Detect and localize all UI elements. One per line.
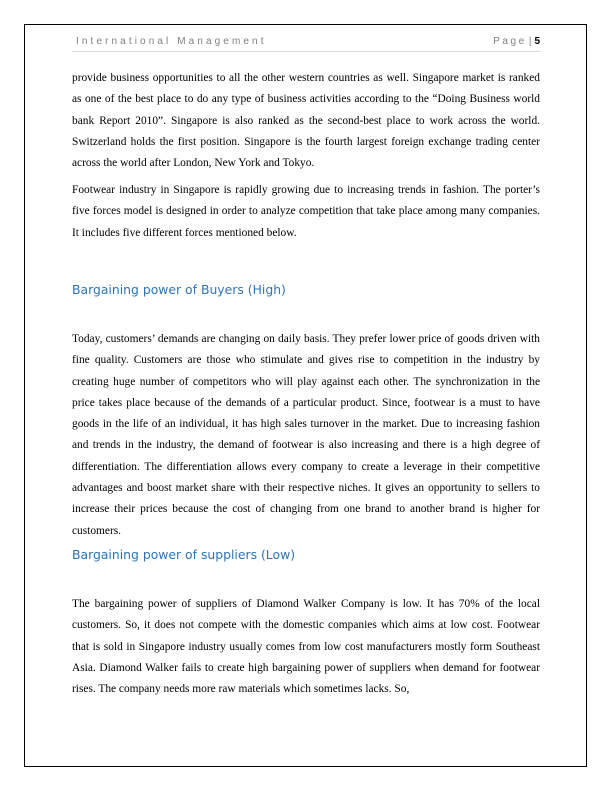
paragraph-buyers-power: Today, customers’ demands are changing on daily basis. They prefer lower price of goods driven with fine quality. Customers are those who stimulate and gives rise to competition in the industry by creating huge number of competitors who will play against each other. The synchronization in the price takes place because of the demands of a particular product. Since, footwear is a must to have goods in the life of an individual, it has high sales turnover in the market. Due to increasing fashion and trends in the industry, the demand of footwear is also increasing and there is a high degree of differentiation. The differentiation allows every company to create a leverage in their competitive advantages and boost market share with their respective niches. It gives an opportunity to sellers to increase their prices because the cost of changing from one brand to another brand is higher for customers. xyxy=(72,333,540,537)
page-number: 5 xyxy=(534,36,540,47)
heading-suppliers-power: Bargaining power of suppliers (Low) xyxy=(72,547,296,562)
header-page-number xyxy=(493,36,540,47)
paragraph-singapore-market: provide business opportunities to all the other western countries as well. Singapore market is ranked as one of the best place to do any type of business activities according to the “Doing Business world bank Report 2010”. Singapore is also ranked as the second-best place to work across the world. Switzerland holds the first position. Singapore is the fourth largest foreign exchange trading center across the world after London, New York and Tokyo. xyxy=(72,72,540,170)
page-separator: | xyxy=(528,36,532,47)
paragraph-footwear-industry: Footwear industry in Singapore is rapidly growing due to increasing trends in fashion. The porter’s five forces model is designed in order to analyze competition that take place among many companies. It includes five different forces mentioned below. xyxy=(72,184,540,239)
header-title: International Management xyxy=(76,36,267,47)
page-header xyxy=(72,35,540,52)
paragraph-suppliers-power: The bargaining power of suppliers of Diamond Walker Company is low. It has 70% of the local customers. So, it does not compete with the domestic companies which aims at low cost. Footwear that is sold in Singapore industry usually comes from low cost manufacturers mostly form Southeast Asia. Diamond Walker fails to create high bargaining power of suppliers when demand for footwear rises. The company needs more raw materials which sometimes lacks. So, xyxy=(72,598,540,696)
page-label: Page xyxy=(493,36,527,47)
heading-buyers-power: Bargaining power of Buyers (High) xyxy=(72,282,286,297)
